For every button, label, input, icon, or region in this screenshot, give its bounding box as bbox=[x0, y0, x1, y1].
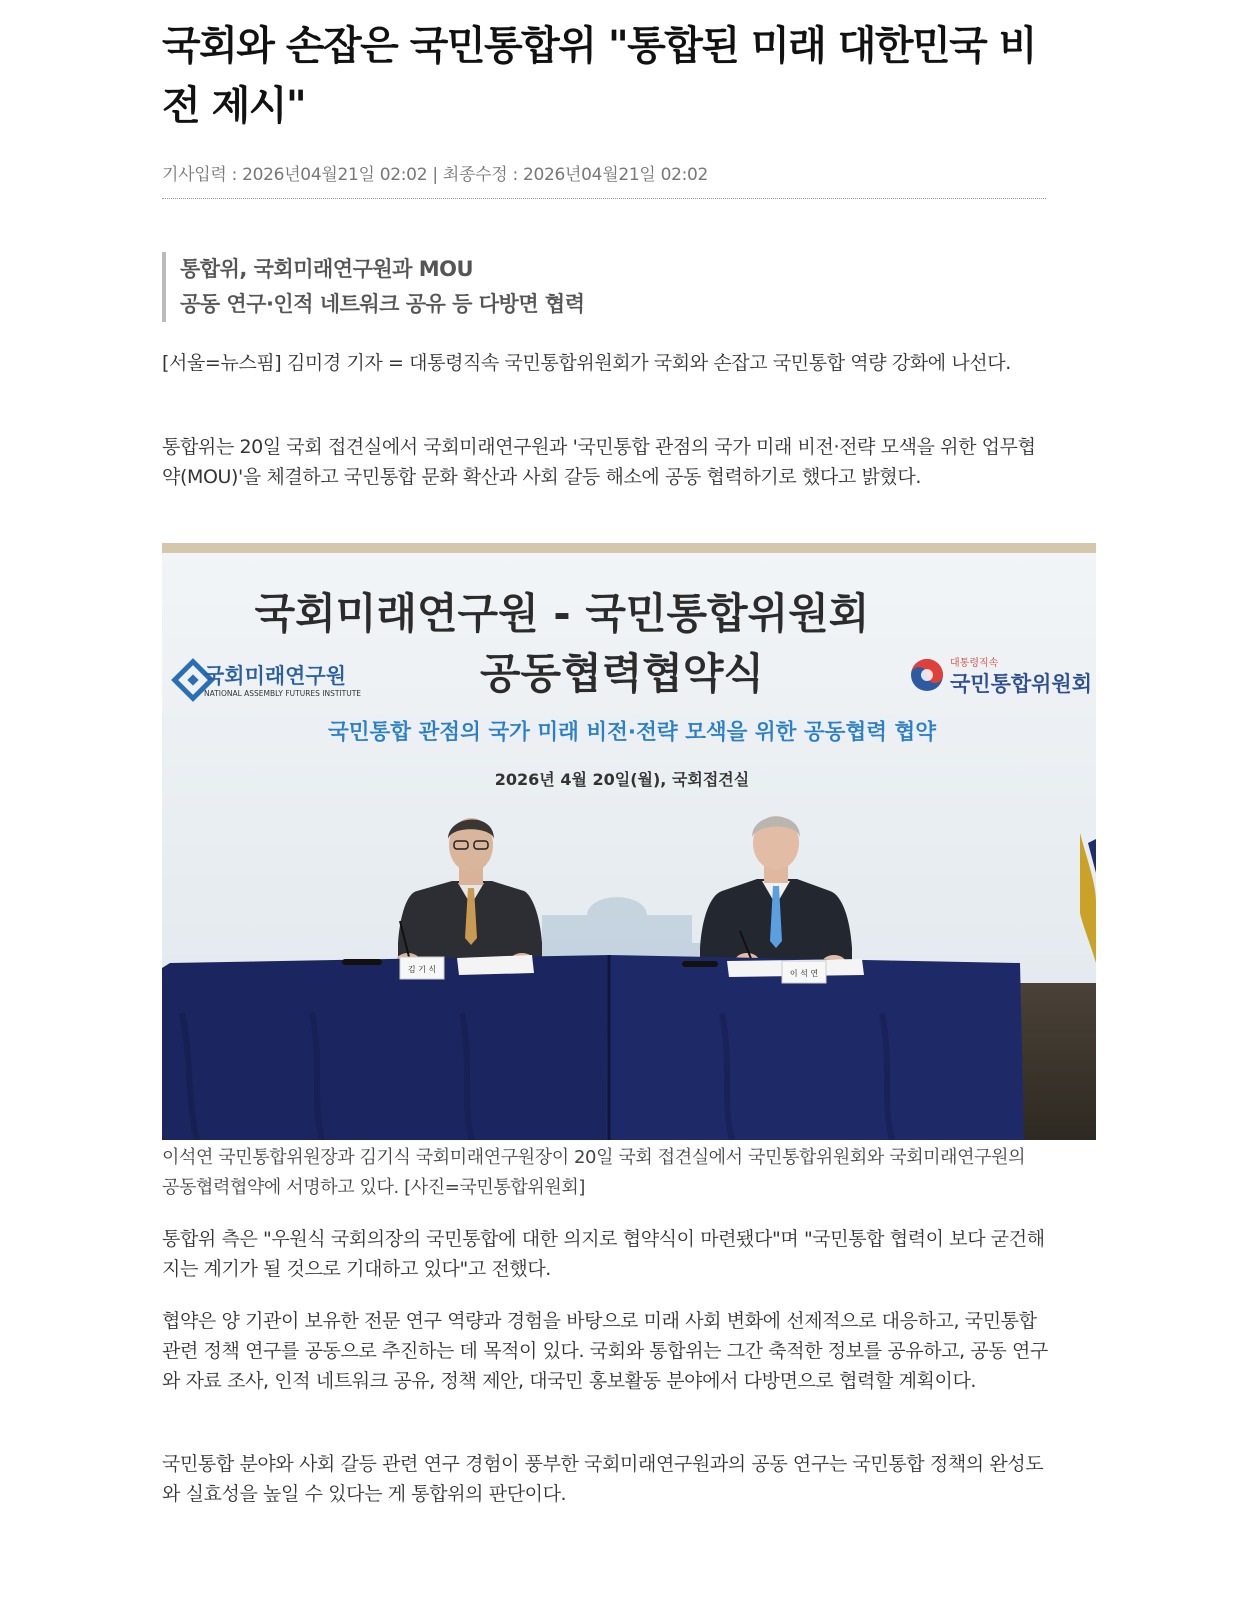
subheadline-block bbox=[162, 252, 585, 322]
nafi-logo-english: NATIONAL ASSEMBLY FUTURES INSTITUTE bbox=[204, 689, 362, 698]
published-label: 기사입력 : bbox=[162, 165, 243, 185]
left-table bbox=[162, 955, 614, 1140]
nafi-logo-name: 국회미래연구원 bbox=[204, 664, 347, 688]
left-document bbox=[457, 955, 534, 975]
signing-ceremony-photo bbox=[162, 543, 1096, 1140]
article-meta bbox=[162, 160, 708, 185]
right-nameplate-text: 이 석 연 bbox=[789, 969, 819, 978]
updated-label: 최종수정 : bbox=[442, 165, 523, 185]
banner-subtitle: 국민통합 관점의 국가 미래 비전·전략 모색을 위한 공동협력 협약 bbox=[327, 720, 937, 745]
nuc-logo-name: 국민통합위원회 bbox=[950, 672, 1093, 696]
paragraph-4: 협약은 양 기관이 보유한 전문 연구 역량과 경험을 바탕으로 미래 사회 변화에 선제적으로 대응하고, 국민통합 관련 정책 연구를 공동으로 추진하는 데 목적이 있다. 국회와 통합위는 그간 축적한 정보를 공유하고, 공동 연구와 자료 조사, 인적 네트워크 공유, 정책 제안, 대국민 홍보활동 분야에서 다방면으로 협력할 계획이다. bbox=[162, 1310, 1048, 1392]
subheadline-1: 통합위, 국회미래연구원과 MOU bbox=[180, 257, 474, 281]
banner-line-2: 공동협력협약식 bbox=[479, 649, 765, 698]
left-pen-holder bbox=[342, 959, 382, 965]
published-date: 2026년04월21일 02:02 bbox=[242, 165, 428, 185]
article-photo bbox=[162, 543, 1096, 1140]
updated-date: 2026년04월21일 02:02 bbox=[522, 165, 709, 185]
banner-line-1: 국회미래연구원 - 국민통합위원회 bbox=[254, 589, 870, 638]
nuc-logo-small: 대통령직속 bbox=[950, 658, 999, 669]
left-nameplate-text: 김 기 식 bbox=[407, 965, 437, 974]
ceiling-edge bbox=[162, 543, 1096, 553]
photo-caption: 이석연 국민통합위원장과 김기식 국회미래연구원장이 20일 국회 접견실에서 국민통합위원회와 국회미래연구원의 공동협력협약에 서명하고 있다. [사진=국민통합위원회] bbox=[162, 1147, 1026, 1198]
meta-separator: | bbox=[427, 165, 443, 185]
paragraph-3: 통합위 측은 "우원식 국회의장의 국민통합에 대한 의지로 협약식이 마련됐다"며 "국민통합 협력이 보다 굳건해지는 계기가 될 것으로 기대하고 있다"고 전했다. bbox=[162, 1228, 1045, 1280]
meta-divider bbox=[162, 198, 1046, 199]
paragraph-1: [서울=뉴스핌] 김미경 기자 = 대통령직속 국민통합위원회가 국회와 손잡고 국민통합 역량 강화에 나선다. bbox=[162, 352, 1011, 374]
article-title: 국회와 손잡은 국민통합위 "통합된 미래 대한민국 비전 제시" bbox=[162, 23, 1036, 129]
paragraph-2: 통합위는 20일 국회 접견실에서 국회미래연구원과 '국민통합 관점의 국가 미래 비전·전략 모색을 위한 업무협약(MOU)'을 체결하고 국민통합 문화 확산과 사회 갈등 해소에 공동 협력하기로 했다고 밝혔다. bbox=[162, 436, 1036, 488]
banner-date: 2026년 4월 20일(월), 국회접견실 bbox=[494, 770, 750, 789]
paragraph-5: 국민통합 분야와 사회 갈등 관련 연구 경험이 풍부한 국회미래연구원과의 공동 연구는 국민통합 정책의 완성도와 실효성을 높일 수 있다는 게 통합위의 판단이다. bbox=[162, 1453, 1044, 1505]
right-pen-holder bbox=[682, 961, 718, 967]
subheadline-2: 공동 연구·인적 네트워크 공유 등 다방면 협력 bbox=[180, 292, 585, 316]
